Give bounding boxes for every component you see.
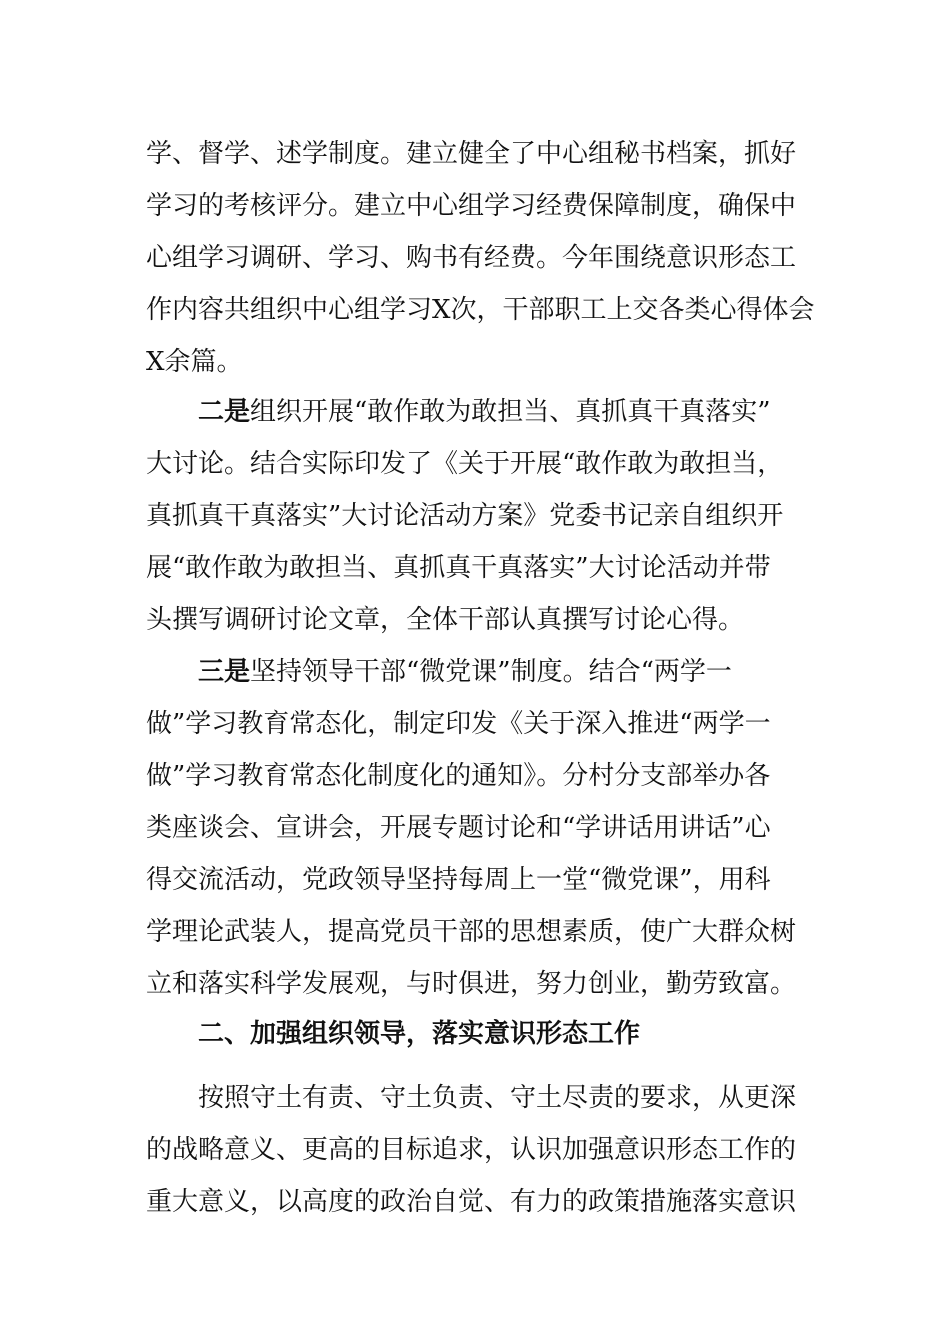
text-line-first: 按照守土有责、守土负责、守土尽责的要求，从更深: [198, 1083, 797, 1113]
text-line: 做”学习教育常态化，制定印发《关于深入推进“两学一: [146, 709, 771, 739]
text-line: 做”学习教育常态化制度化的通知》。分村分支部举办各: [146, 761, 771, 791]
paragraph-study-system: [146, 128, 826, 388]
text-line: 学、督学、述学制度。建立健全了中心组秘书档案，抓好: [146, 139, 797, 169]
section-heading: 二、加强组织领导，落实意识形态工作: [198, 1019, 641, 1049]
text-line-rest: 坚持领导干部“微党课”制度。结合“两学一: [250, 657, 732, 687]
text-line: 心组学习调研、学习、购书有经费。今年围绕意识形态工: [146, 243, 797, 273]
paragraph-second-point: [146, 386, 826, 646]
text-line: 得交流活动，党政领导坚持每周上一堂“微党课”，用科: [146, 865, 771, 895]
text-line-first: [146, 646, 826, 698]
text-line: 大讨论。结合实际印发了《关于开展“敢作敢为敢担当，: [146, 449, 784, 479]
text-line: 学理论武装人，提高党员干部的思想素质，使广大群众树: [146, 917, 797, 947]
text-line: 的战略意义、更高的目标追求，认识加强意识形态工作的: [146, 1135, 797, 1165]
paragraph-lead: 三是: [198, 657, 251, 687]
paragraph-lead: 二是: [198, 397, 251, 427]
text-line-rest: 组织开展“敢作敢为敢担当、真抓真干真落实”: [250, 397, 771, 427]
text-line: 学习的考核评分。建立中心组学习经费保障制度，确保中: [146, 191, 797, 221]
text-line: 立和落实科学发展观，与时俱进，努力创业，勤劳致富。: [146, 969, 797, 999]
paragraph-third-point: [146, 646, 826, 1010]
text-line: 重大意义，以高度的政治自觉、有力的政策措施落实意识: [146, 1187, 797, 1217]
text-line: 类座谈会、宣讲会，开展专题讨论和“学讲话用讲话”心: [146, 813, 771, 843]
text-line: 头撰写调研讨论文章，全体干部认真撰写讨论心得。: [146, 605, 745, 635]
text-line: 展“敢作敢为敢担当、真抓真干真落实”大讨论活动并带: [146, 553, 771, 583]
text-line: 真抓真干真落实”大讨论活动方案》党委书记亲自组织开: [146, 501, 784, 531]
text-line-first: [146, 386, 826, 438]
text-line: X余篇。: [146, 347, 243, 377]
paragraph-section-two-body: [146, 1072, 826, 1228]
text-line: 作内容共组织中心组学习X次，干部职工上交各类心得体会: [146, 295, 815, 325]
